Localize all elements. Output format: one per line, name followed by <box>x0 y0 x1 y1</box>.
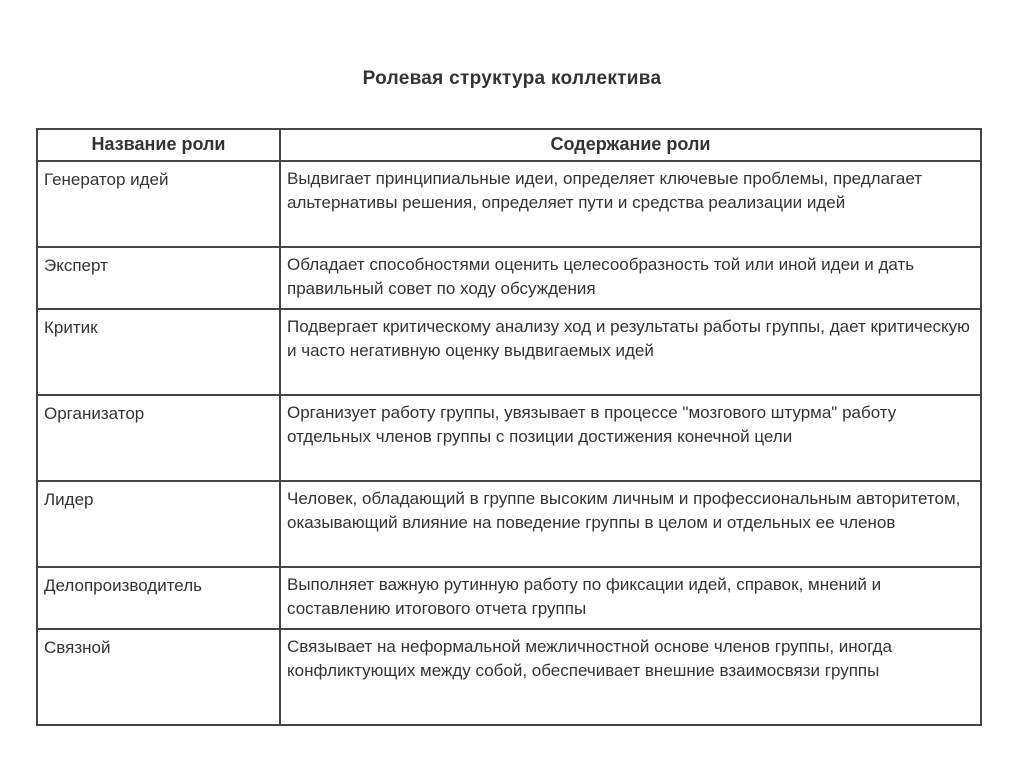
table-row <box>37 161 981 247</box>
role-name-cell: Генератор идей <box>37 161 280 247</box>
role-name-cell: Критик <box>37 309 280 395</box>
role-name-cell: Связной <box>37 629 280 725</box>
header-role-name: Название роли <box>37 129 280 161</box>
role-content-cell: Подвергает критическому анализу ход и результаты работы группы, дает критическую и часто негативную оценку выдвигаемых идей <box>280 309 981 395</box>
role-name-cell: Эксперт <box>37 247 280 309</box>
role-name-cell: Делопроизводитель <box>37 567 280 629</box>
role-content-cell: Обладает способностями оценить целесообразность той или иной идеи и дать правильный совет по ходу обсуждения <box>280 247 981 309</box>
table-row <box>37 481 981 567</box>
role-content-cell: Организует работу группы, увязывает в процессе "мозгового штурма" работу отдельных членов группы с позиции достижения конечной цели <box>280 395 981 481</box>
table-row <box>37 247 981 309</box>
role-content-cell: Выполняет важную рутинную работу по фиксации идей, справок, мнений и составлению итогового отчета группы <box>280 567 981 629</box>
table-header-row <box>37 129 981 161</box>
role-name-cell: Лидер <box>37 481 280 567</box>
page-title: Ролевая структура коллектива <box>362 68 662 89</box>
table-row <box>37 395 981 481</box>
table-row <box>37 629 981 725</box>
role-content-cell: Выдвигает принципиальные идеи, определяет ключевые проблемы, предлагает альтернативы решения, определяет пути и средства реализации идей <box>280 161 981 247</box>
role-content-cell: Связывает на неформальной межличностной основе членов группы, иногда конфликтующих между собой, обеспечивает внешние взаимосвязи группы <box>280 629 981 725</box>
role-name-cell: Организатор <box>37 395 280 481</box>
header-role-content: Содержание роли <box>280 129 981 161</box>
table-row <box>37 567 981 629</box>
role-content-cell: Человек, обладающий в группе высоким личным и профессиональным авторитетом, оказывающий влияние на поведение группы в целом и отдельных ее членов <box>280 481 981 567</box>
table-row <box>37 309 981 395</box>
roles-table <box>36 128 982 726</box>
